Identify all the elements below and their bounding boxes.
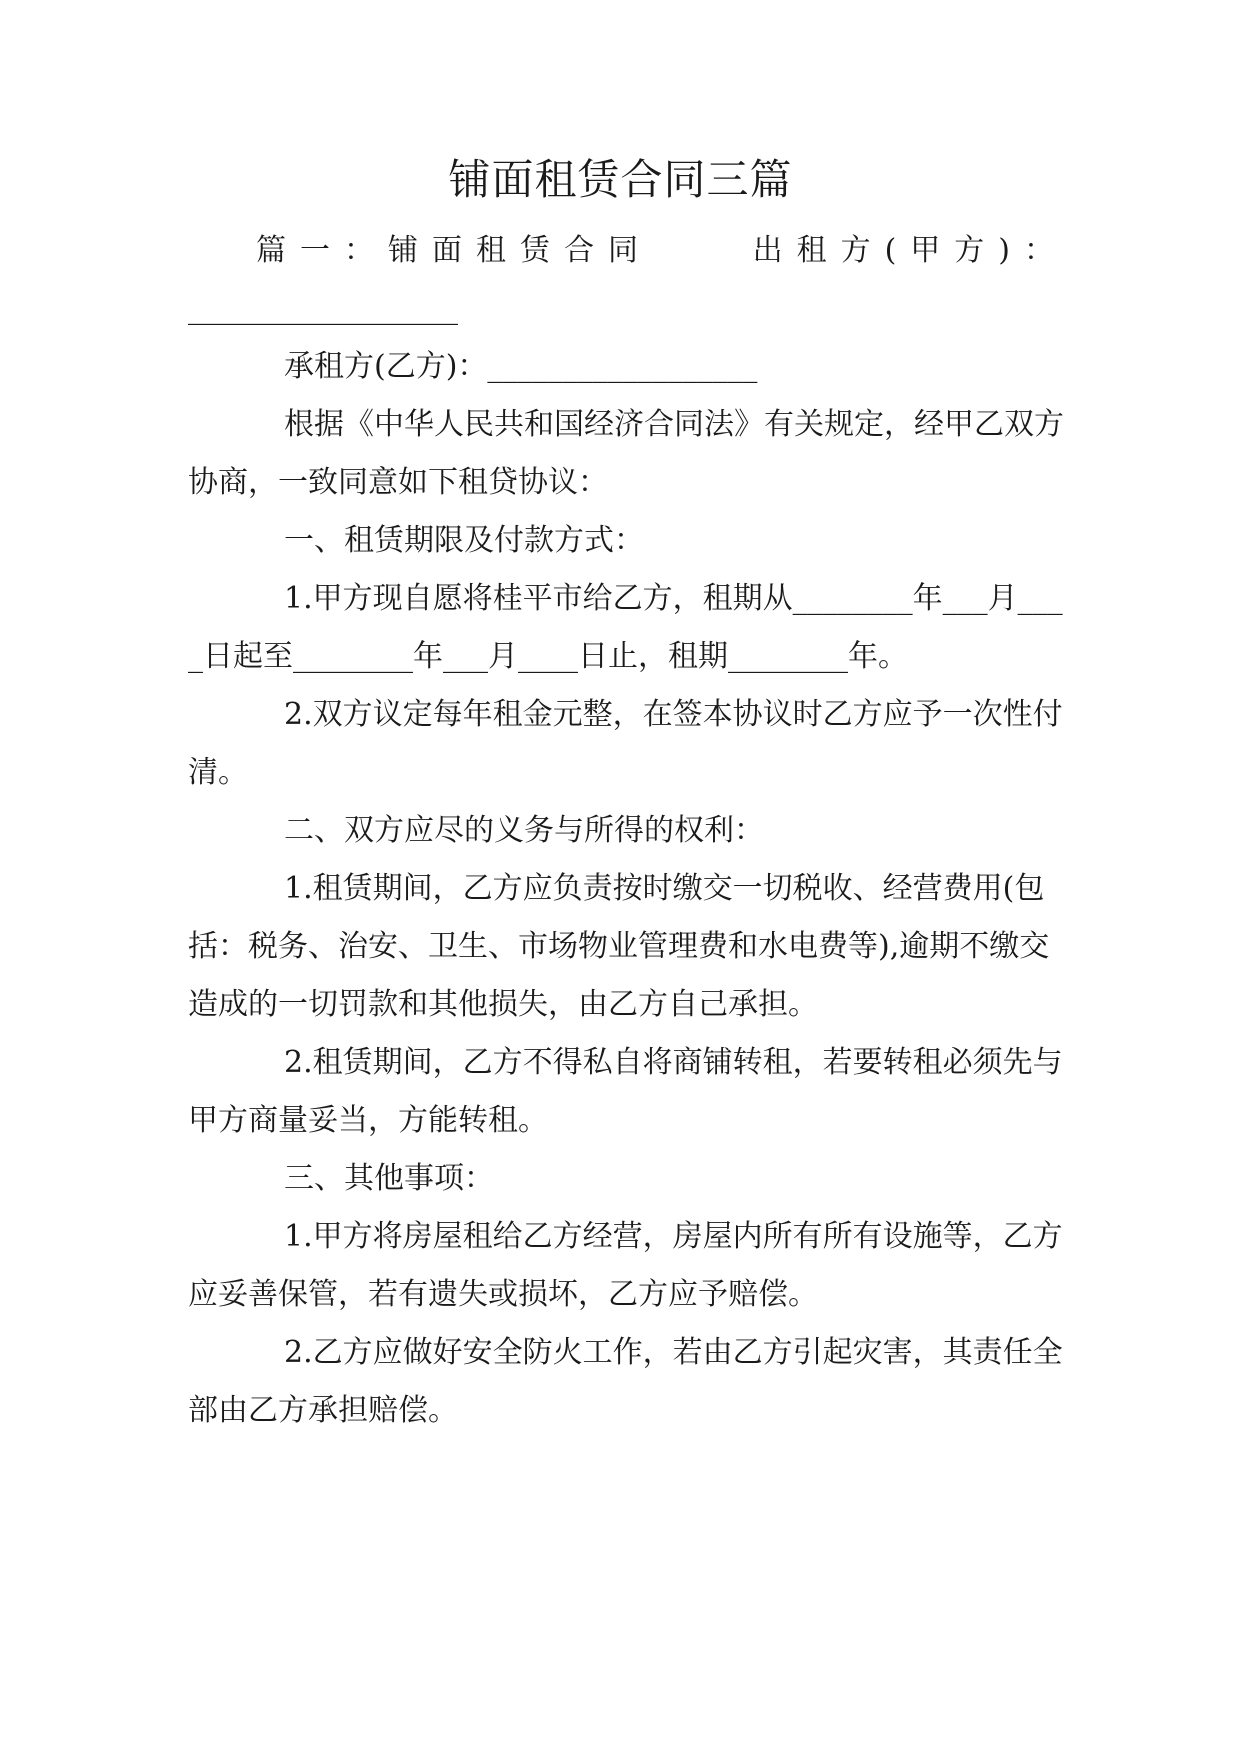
- paragraph: 根据《中华人民共和国经济合同法》有关规定，经甲乙双方协商，一致同意如下租贷协议：: [188, 407, 1064, 500]
- section-heading: 一、租赁期限及付款方式：: [284, 523, 644, 558]
- paragraph: 1.甲方将房屋租给乙方经营，房屋内所有所有设施等，乙方应妥善保管，若有遗失或损坏，乙方应予赔偿。: [188, 1219, 1063, 1312]
- paragraph: 2.租赁期间，乙方不得私自将商铺转租，若要转租必须先与甲方商量妥当，方能转租。: [188, 1045, 1063, 1138]
- lessor-blank-line: __________________: [188, 291, 458, 326]
- document-body: [188, 222, 1068, 1440]
- subheading-right: 出租方(甲方)：: [752, 233, 1068, 268]
- paragraph: 1.租赁期间，乙方应负责按时缴交一切税收、经营费用(包括：税务、治安、卫生、市场物业管理费和水电费等),逾期不缴交造成的一切罚款和其他损失，由乙方自己承担。: [188, 871, 1050, 1022]
- section-heading: 三、其他事项：: [284, 1161, 494, 1196]
- document-title: 铺面租赁合同三篇: [448, 155, 793, 204]
- section-subheading: [188, 222, 1068, 280]
- section-heading: 二、双方应尽的义务与所得的权利：: [284, 813, 764, 848]
- paragraph: 1.甲方现自愿将桂平市给乙方，租期从________年___月____日起至________年___月____日止，租期________年。: [188, 581, 1063, 674]
- paragraph: 2.乙方应做好安全防火工作，若由乙方引起灾害，其责任全部由乙方承担赔偿。: [188, 1335, 1063, 1428]
- paragraph: 2.双方议定每年租金元整，在签本协议时乙方应予一次性付清。: [188, 697, 1063, 790]
- subheading-left: 篇一：铺面租赁合同: [256, 233, 652, 268]
- paragraph: 承租方(乙方)：__________________: [284, 349, 758, 384]
